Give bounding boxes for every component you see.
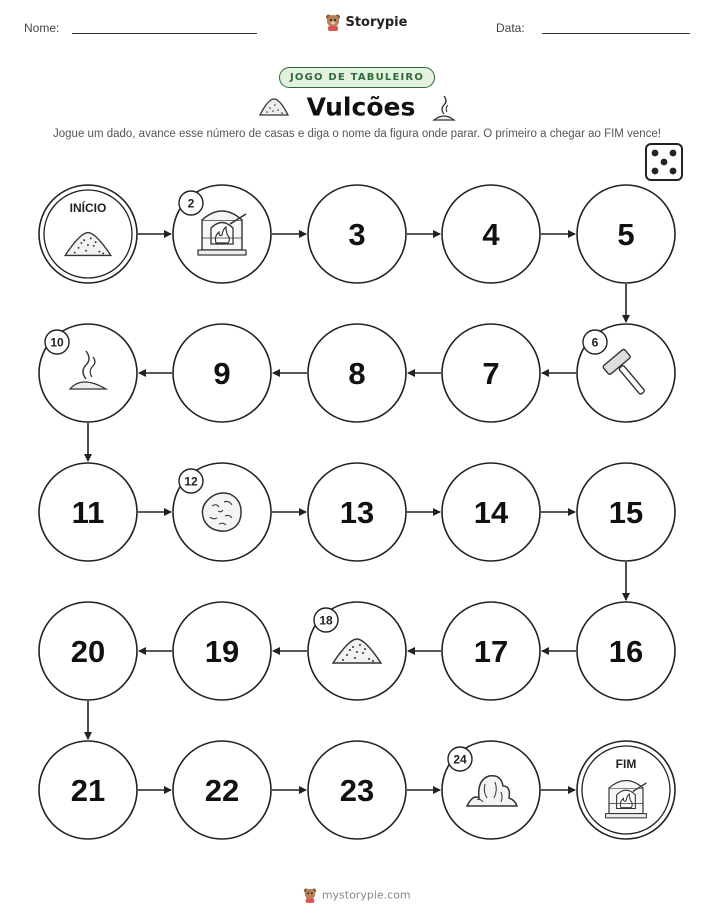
board-space-13 — [308, 463, 406, 561]
board-space-14 — [442, 463, 540, 561]
date-label: Data: — [496, 21, 525, 35]
board-space-3 — [308, 185, 406, 283]
board-space-5 — [577, 185, 675, 283]
space-number: 4 — [482, 217, 500, 252]
space-number: 7 — [482, 356, 500, 391]
board-space-22 — [173, 741, 271, 839]
board-space-7 — [442, 324, 540, 422]
space-number-badge: 24 — [453, 752, 467, 767]
board-space-21 — [39, 741, 137, 839]
space-number: 3 — [348, 217, 366, 252]
board-space-6 — [577, 324, 675, 422]
space-number: 5 — [617, 217, 635, 252]
board-space-8 — [308, 324, 406, 422]
space-number: 9 — [213, 356, 231, 391]
space-number-badge: 12 — [184, 474, 198, 489]
space-number-badge: 10 — [50, 335, 64, 350]
space-number-badge: 6 — [591, 335, 599, 350]
board-space-fim — [577, 741, 675, 839]
lava-rock-icon — [202, 493, 241, 531]
space-label: INÍCIO — [69, 201, 107, 215]
board-space-4 — [442, 185, 540, 283]
space-number: 17 — [473, 634, 509, 669]
board-space-10 — [39, 324, 137, 422]
brand-name: Storypie — [345, 15, 408, 31]
space-label: FIM — [615, 757, 637, 771]
board-space-20 — [39, 602, 137, 700]
instructions: Jogue um dado, avance esse número de casas e diga o nome da figura onde parar. O primeiro a chegar ao FIM vence! — [53, 128, 661, 140]
space-number: 16 — [608, 634, 644, 669]
space-number: 15 — [608, 495, 644, 530]
board-space-2 — [173, 185, 271, 283]
furnace-icon — [606, 780, 647, 817]
space-number: 19 — [204, 634, 240, 669]
space-number: 21 — [70, 773, 106, 808]
board-space-23 — [308, 741, 406, 839]
page-title: Vulcões — [306, 92, 416, 122]
furnace-icon — [198, 211, 246, 255]
board-space-15 — [577, 463, 675, 561]
board-space-16 — [577, 602, 675, 700]
space-number: 8 — [348, 356, 366, 391]
space-number-badge: 2 — [187, 196, 195, 211]
board-space-18 — [308, 602, 406, 700]
board-space-19 — [173, 602, 271, 700]
space-number: 23 — [339, 773, 375, 808]
board-space-11 — [39, 463, 137, 561]
board-space-inicio — [39, 185, 137, 283]
footer-site: mystorypie.com — [321, 888, 411, 902]
space-number: 13 — [339, 495, 375, 530]
bear-mascot-icon — [303, 887, 317, 903]
name-label: Nome: — [24, 21, 60, 35]
space-number-badge: 18 — [319, 613, 333, 628]
space-number: 22 — [204, 773, 240, 808]
game-type-badge: JOGO DE TABULEIRO — [279, 67, 435, 88]
board-space-17 — [442, 602, 540, 700]
footer — [0, 886, 714, 904]
space-number: 20 — [70, 634, 106, 669]
board-space-12 — [173, 463, 271, 561]
board-space-9 — [173, 324, 271, 422]
board-space-24 — [442, 741, 540, 839]
space-number: 11 — [71, 495, 105, 530]
space-number: 14 — [473, 495, 509, 530]
